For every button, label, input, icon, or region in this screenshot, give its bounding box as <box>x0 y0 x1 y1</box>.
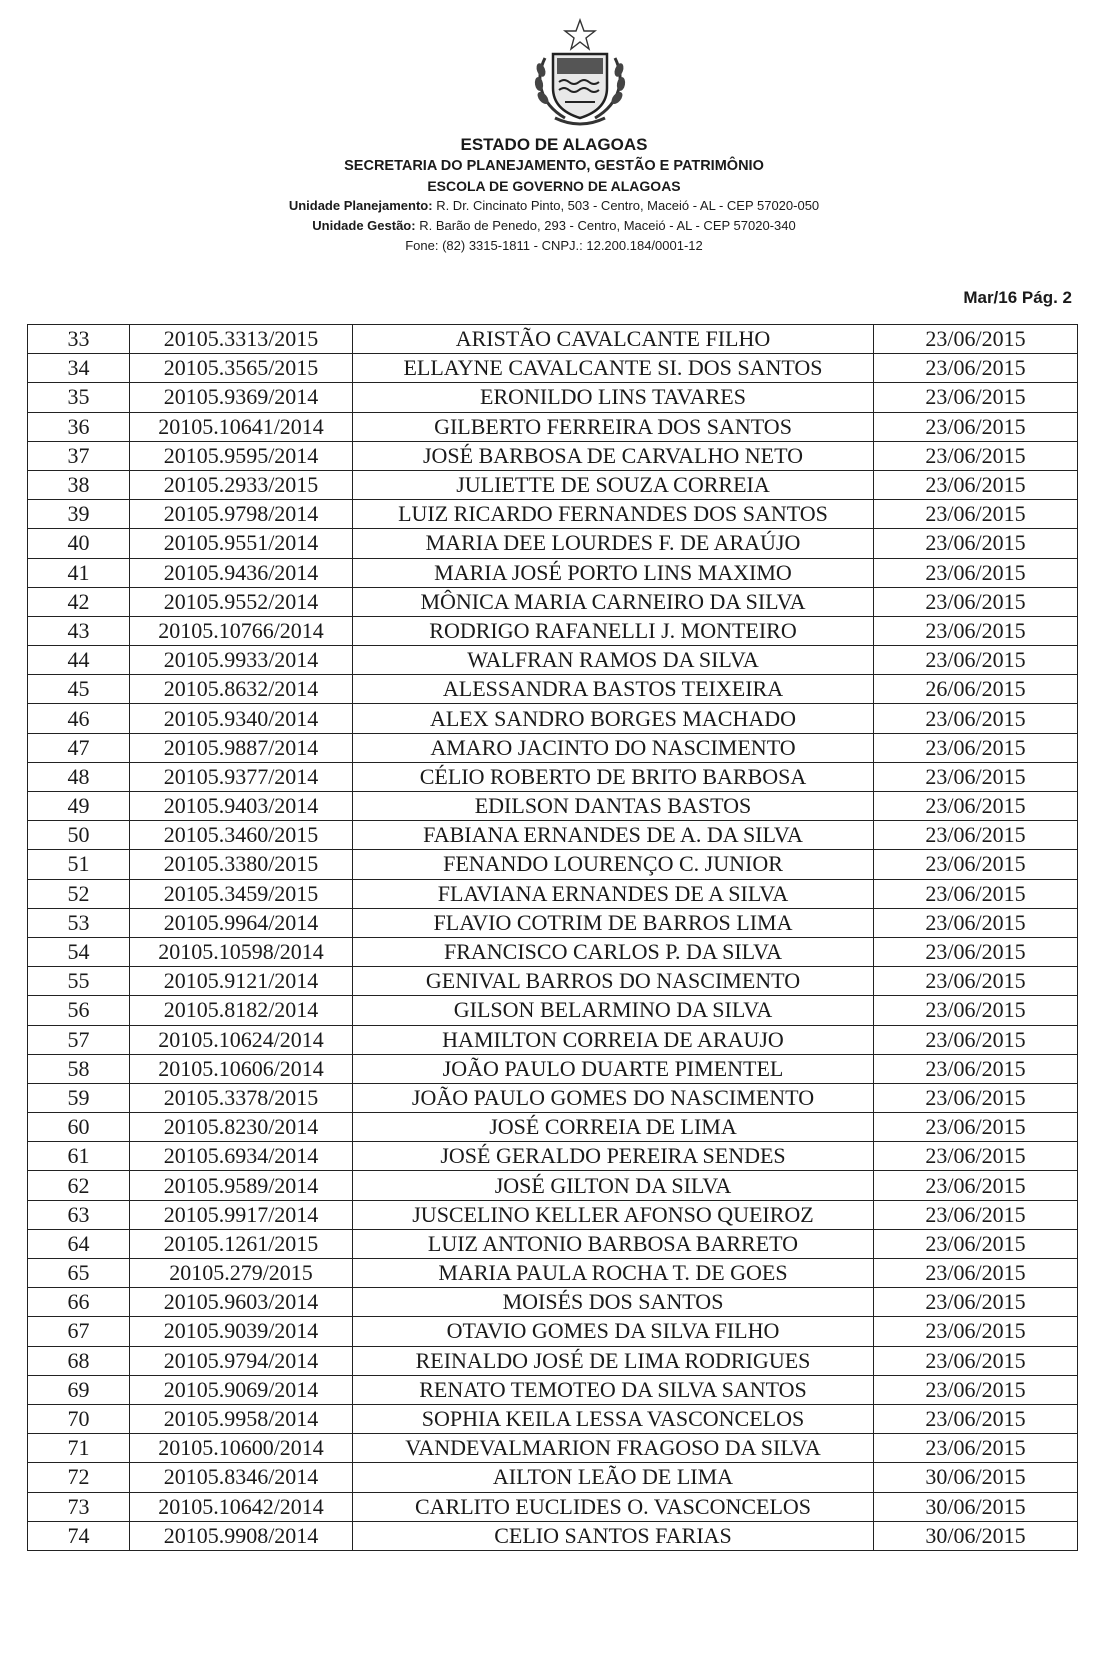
date-cell: 23/06/2015 <box>874 558 1078 587</box>
escola-name: ESCOLA DE GOVERNO DE ALAGOAS <box>427 178 681 194</box>
row-number-cell: 63 <box>28 1200 130 1229</box>
table-row <box>28 1259 1078 1288</box>
person-name-cell: AMARO JACINTO DO NASCIMENTO <box>353 733 874 762</box>
person-name-cell: ALESSANDRA BASTOS TEIXEIRA <box>353 675 874 704</box>
date-cell: 23/06/2015 <box>874 1025 1078 1054</box>
person-name-cell: REINALDO JOSÉ DE LIMA RODRIGUES <box>353 1346 874 1375</box>
date-cell: 23/06/2015 <box>874 1259 1078 1288</box>
table-row <box>28 1375 1078 1404</box>
date-cell: 23/06/2015 <box>874 792 1078 821</box>
table-row <box>28 850 1078 879</box>
person-name-cell: HAMILTON CORREIA DE ARAUJO <box>353 1025 874 1054</box>
process-number-cell: 20105.3313/2015 <box>130 325 353 354</box>
row-number-cell: 50 <box>28 821 130 850</box>
row-number-cell: 64 <box>28 1229 130 1258</box>
date-cell: 23/06/2015 <box>874 325 1078 354</box>
date-cell: 23/06/2015 <box>874 383 1078 412</box>
date-cell: 23/06/2015 <box>874 1375 1078 1404</box>
date-cell: 23/06/2015 <box>874 1083 1078 1112</box>
process-number-cell: 20105.9552/2014 <box>130 587 353 616</box>
row-number-cell: 61 <box>28 1142 130 1171</box>
table-row <box>28 616 1078 645</box>
date-cell: 30/06/2015 <box>874 1521 1078 1550</box>
person-name-cell: FLAVIO COTRIM DE BARROS LIMA <box>353 908 874 937</box>
row-number-cell: 62 <box>28 1171 130 1200</box>
phone-cnpj: Fone: (82) 3315-1811 - CNPJ.: 12.200.184/0001-12 <box>405 238 703 253</box>
date-cell: 23/06/2015 <box>874 1200 1078 1229</box>
address-gestao-value: R. Barão de Penedo, 293 - Centro, Maceió - AL - CEP 57020-340 <box>419 218 796 233</box>
table-row <box>28 1521 1078 1550</box>
row-number-cell: 56 <box>28 996 130 1025</box>
table-row <box>28 821 1078 850</box>
process-number-cell: 20105.8230/2014 <box>130 1113 353 1142</box>
records-table <box>27 324 1078 1551</box>
row-number-cell: 60 <box>28 1113 130 1142</box>
date-cell: 30/06/2015 <box>874 1492 1078 1521</box>
row-number-cell: 41 <box>28 558 130 587</box>
row-number-cell: 65 <box>28 1259 130 1288</box>
table-row <box>28 792 1078 821</box>
process-number-cell: 20105.9933/2014 <box>130 646 353 675</box>
table-row <box>28 1171 1078 1200</box>
row-number-cell: 38 <box>28 470 130 499</box>
row-number-cell: 45 <box>28 675 130 704</box>
page-info: Mar/16 Pág. 2 <box>963 288 1072 307</box>
person-name-cell: MARIA DEE LOURDES F. DE ARAÚJO <box>353 529 874 558</box>
date-cell: 23/06/2015 <box>874 733 1078 762</box>
row-number-cell: 73 <box>28 1492 130 1521</box>
date-cell: 23/06/2015 <box>874 879 1078 908</box>
table-row <box>28 1492 1078 1521</box>
process-number-cell: 20105.3378/2015 <box>130 1083 353 1112</box>
process-number-cell: 20105.9908/2014 <box>130 1521 353 1550</box>
process-number-cell: 20105.10624/2014 <box>130 1025 353 1054</box>
table-row <box>28 704 1078 733</box>
process-number-cell: 20105.9958/2014 <box>130 1404 353 1433</box>
table-row <box>28 1142 1078 1171</box>
date-cell: 23/06/2015 <box>874 616 1078 645</box>
table-row <box>28 587 1078 616</box>
table-row <box>28 354 1078 383</box>
process-number-cell: 20105.10766/2014 <box>130 616 353 645</box>
person-name-cell: AILTON LEÃO DE LIMA <box>353 1463 874 1492</box>
date-cell: 23/06/2015 <box>874 821 1078 850</box>
process-number-cell: 20105.3380/2015 <box>130 850 353 879</box>
row-number-cell: 33 <box>28 325 130 354</box>
process-number-cell: 20105.9595/2014 <box>130 441 353 470</box>
process-number-cell: 20105.8632/2014 <box>130 675 353 704</box>
table-row <box>28 1229 1078 1258</box>
date-cell: 23/06/2015 <box>874 470 1078 499</box>
row-number-cell: 49 <box>28 792 130 821</box>
row-number-cell: 51 <box>28 850 130 879</box>
row-number-cell: 58 <box>28 1054 130 1083</box>
process-number-cell: 20105.3459/2015 <box>130 879 353 908</box>
date-cell: 23/06/2015 <box>874 500 1078 529</box>
date-cell: 23/06/2015 <box>874 529 1078 558</box>
process-number-cell: 20105.10600/2014 <box>130 1434 353 1463</box>
date-cell: 23/06/2015 <box>874 1229 1078 1258</box>
secretaria-name: SECRETARIA DO PLANEJAMENTO, GESTÃO E PATRIMÔNIO <box>344 158 764 174</box>
date-cell: 23/06/2015 <box>874 354 1078 383</box>
date-cell: 23/06/2015 <box>874 762 1078 791</box>
process-number-cell: 20105.10641/2014 <box>130 412 353 441</box>
date-cell: 23/06/2015 <box>874 1113 1078 1142</box>
row-number-cell: 70 <box>28 1404 130 1433</box>
row-number-cell: 34 <box>28 354 130 383</box>
table-row <box>28 1404 1078 1433</box>
table-row <box>28 1346 1078 1375</box>
person-name-cell: FRANCISCO CARLOS P. DA SILVA <box>353 937 874 966</box>
process-number-cell: 20105.9917/2014 <box>130 1200 353 1229</box>
person-name-cell: GILSON BELARMINO DA SILVA <box>353 996 874 1025</box>
process-number-cell: 20105.9039/2014 <box>130 1317 353 1346</box>
process-number-cell: 20105.9340/2014 <box>130 704 353 733</box>
table-row <box>28 325 1078 354</box>
row-number-cell: 47 <box>28 733 130 762</box>
row-number-cell: 48 <box>28 762 130 791</box>
date-cell: 23/06/2015 <box>874 1142 1078 1171</box>
person-name-cell: GILBERTO FERREIRA DOS SANTOS <box>353 412 874 441</box>
table-row <box>28 500 1078 529</box>
date-cell: 23/06/2015 <box>874 441 1078 470</box>
process-number-cell: 20105.9589/2014 <box>130 1171 353 1200</box>
row-number-cell: 69 <box>28 1375 130 1404</box>
date-cell: 23/06/2015 <box>874 1171 1078 1200</box>
date-cell: 23/06/2015 <box>874 1404 1078 1433</box>
process-number-cell: 20105.9603/2014 <box>130 1288 353 1317</box>
date-cell: 23/06/2015 <box>874 850 1078 879</box>
person-name-cell: CÉLIO ROBERTO DE BRITO BARBOSA <box>353 762 874 791</box>
table-row <box>28 967 1078 996</box>
table-row <box>28 441 1078 470</box>
row-number-cell: 42 <box>28 587 130 616</box>
date-cell: 26/06/2015 <box>874 675 1078 704</box>
person-name-cell: JOSÉ CORREIA DE LIMA <box>353 1113 874 1142</box>
table-row <box>28 646 1078 675</box>
table-row <box>28 470 1078 499</box>
process-number-cell: 20105.9798/2014 <box>130 500 353 529</box>
process-number-cell: 20105.9121/2014 <box>130 967 353 996</box>
date-cell: 23/06/2015 <box>874 1346 1078 1375</box>
table-row <box>28 1025 1078 1054</box>
row-number-cell: 44 <box>28 646 130 675</box>
table-row <box>28 733 1078 762</box>
row-number-cell: 52 <box>28 879 130 908</box>
table-row <box>28 412 1078 441</box>
process-number-cell: 20105.9403/2014 <box>130 792 353 821</box>
row-number-cell: 46 <box>28 704 130 733</box>
row-number-cell: 35 <box>28 383 130 412</box>
person-name-cell: WALFRAN RAMOS DA SILVA <box>353 646 874 675</box>
row-number-cell: 68 <box>28 1346 130 1375</box>
person-name-cell: JOÃO PAULO DUARTE PIMENTEL <box>353 1054 874 1083</box>
process-number-cell: 20105.9887/2014 <box>130 733 353 762</box>
date-cell: 23/06/2015 <box>874 1317 1078 1346</box>
person-name-cell: FENANDO LOURENÇO C. JUNIOR <box>353 850 874 879</box>
person-name-cell: OTAVIO GOMES DA SILVA FILHO <box>353 1317 874 1346</box>
person-name-cell: SOPHIA KEILA LESSA VASCONCELOS <box>353 1404 874 1433</box>
row-number-cell: 54 <box>28 937 130 966</box>
table-row <box>28 1463 1078 1492</box>
person-name-cell: JULIETTE DE SOUZA CORREIA <box>353 470 874 499</box>
records-table-body <box>28 325 1078 1551</box>
address-gestao <box>0 216 1108 236</box>
row-number-cell: 59 <box>28 1083 130 1112</box>
address-planejamento-value: R. Dr. Cincinato Pinto, 503 - Centro, Maceió - AL - CEP 57020-050 <box>436 198 820 213</box>
process-number-cell: 20105.10642/2014 <box>130 1492 353 1521</box>
table-row <box>28 1113 1078 1142</box>
table-row <box>28 1288 1078 1317</box>
person-name-cell: EDILSON DANTAS BASTOS <box>353 792 874 821</box>
person-name-cell: JOÃO PAULO GOMES DO NASCIMENTO <box>353 1083 874 1112</box>
person-name-cell: RENATO TEMOTEO DA SILVA SANTOS <box>353 1375 874 1404</box>
row-number-cell: 43 <box>28 616 130 645</box>
table-row <box>28 675 1078 704</box>
date-cell: 23/06/2015 <box>874 587 1078 616</box>
person-name-cell: FABIANA ERNANDES DE A. DA SILVA <box>353 821 874 850</box>
process-number-cell: 20105.1261/2015 <box>130 1229 353 1258</box>
process-number-cell: 20105.8182/2014 <box>130 996 353 1025</box>
row-number-cell: 57 <box>28 1025 130 1054</box>
process-number-cell: 20105.6934/2014 <box>130 1142 353 1171</box>
person-name-cell: MOISÉS DOS SANTOS <box>353 1288 874 1317</box>
row-number-cell: 71 <box>28 1434 130 1463</box>
person-name-cell: ELLAYNE CAVALCANTE SI. DOS SANTOS <box>353 354 874 383</box>
date-cell: 23/06/2015 <box>874 1288 1078 1317</box>
process-number-cell: 20105.10598/2014 <box>130 937 353 966</box>
address-gestao-label: Unidade Gestão: <box>312 218 416 233</box>
table-row <box>28 908 1078 937</box>
row-number-cell: 36 <box>28 412 130 441</box>
table-row <box>28 558 1078 587</box>
table-row <box>28 996 1078 1025</box>
row-number-cell: 74 <box>28 1521 130 1550</box>
process-number-cell: 20105.9964/2014 <box>130 908 353 937</box>
table-row <box>28 383 1078 412</box>
person-name-cell: ARISTÃO CAVALCANTE FILHO <box>353 325 874 354</box>
address-planejamento-label: Unidade Planejamento: <box>288 198 433 213</box>
process-number-cell: 20105.9369/2014 <box>130 383 353 412</box>
date-cell: 23/06/2015 <box>874 996 1078 1025</box>
date-cell: 23/06/2015 <box>874 908 1078 937</box>
date-cell: 23/06/2015 <box>874 967 1078 996</box>
date-cell: 23/06/2015 <box>874 646 1078 675</box>
date-cell: 23/06/2015 <box>874 1054 1078 1083</box>
row-number-cell: 55 <box>28 967 130 996</box>
process-number-cell: 20105.9377/2014 <box>130 762 353 791</box>
date-cell: 23/06/2015 <box>874 937 1078 966</box>
table-row <box>28 529 1078 558</box>
process-number-cell: 20105.9069/2014 <box>130 1375 353 1404</box>
table-row <box>28 937 1078 966</box>
process-number-cell: 20105.3565/2015 <box>130 354 353 383</box>
document-header <box>0 134 1108 256</box>
person-name-cell: RODRIGO RAFANELLI J. MONTEIRO <box>353 616 874 645</box>
person-name-cell: GENIVAL BARROS DO NASCIMENTO <box>353 967 874 996</box>
person-name-cell: MÔNICA MARIA CARNEIRO DA SILVA <box>353 587 874 616</box>
row-number-cell: 53 <box>28 908 130 937</box>
table-row <box>28 1083 1078 1112</box>
process-number-cell: 20105.9551/2014 <box>130 529 353 558</box>
date-cell: 23/06/2015 <box>874 704 1078 733</box>
table-row <box>28 879 1078 908</box>
person-name-cell: CARLITO EUCLIDES O. VASCONCELOS <box>353 1492 874 1521</box>
table-row <box>28 1054 1078 1083</box>
process-number-cell: 20105.9794/2014 <box>130 1346 353 1375</box>
state-name: ESTADO DE ALAGOAS <box>460 135 648 154</box>
person-name-cell: JOSÉ BARBOSA DE CARVALHO NETO <box>353 441 874 470</box>
person-name-cell: LUIZ RICARDO FERNANDES DOS SANTOS <box>353 500 874 529</box>
address-planejamento <box>0 196 1108 216</box>
person-name-cell: CELIO SANTOS FARIAS <box>353 1521 874 1550</box>
date-cell: 23/06/2015 <box>874 412 1078 441</box>
process-number-cell: 20105.3460/2015 <box>130 821 353 850</box>
alagoas-coat-of-arms-icon <box>525 18 635 130</box>
table-row <box>28 762 1078 791</box>
person-name-cell: FLAVIANA ERNANDES DE A SILVA <box>353 879 874 908</box>
row-number-cell: 72 <box>28 1463 130 1492</box>
person-name-cell: JOSÉ GERALDO PEREIRA SENDES <box>353 1142 874 1171</box>
person-name-cell: LUIZ ANTONIO BARBOSA BARRETO <box>353 1229 874 1258</box>
date-cell: 30/06/2015 <box>874 1463 1078 1492</box>
date-cell: 23/06/2015 <box>874 1434 1078 1463</box>
person-name-cell: VANDEVALMARION FRAGOSO DA SILVA <box>353 1434 874 1463</box>
row-number-cell: 67 <box>28 1317 130 1346</box>
process-number-cell: 20105.8346/2014 <box>130 1463 353 1492</box>
row-number-cell: 39 <box>28 500 130 529</box>
person-name-cell: JOSÉ GILTON DA SILVA <box>353 1171 874 1200</box>
row-number-cell: 37 <box>28 441 130 470</box>
person-name-cell: MARIA PAULA ROCHA T. DE GOES <box>353 1259 874 1288</box>
process-number-cell: 20105.2933/2015 <box>130 470 353 499</box>
person-name-cell: ERONILDO LINS TAVARES <box>353 383 874 412</box>
person-name-cell: JUSCELINO KELLER AFONSO QUEIROZ <box>353 1200 874 1229</box>
row-number-cell: 66 <box>28 1288 130 1317</box>
table-row <box>28 1434 1078 1463</box>
row-number-cell: 40 <box>28 529 130 558</box>
person-name-cell: ALEX SANDRO BORGES MACHADO <box>353 704 874 733</box>
process-number-cell: 20105.9436/2014 <box>130 558 353 587</box>
table-row <box>28 1317 1078 1346</box>
table-row <box>28 1200 1078 1229</box>
person-name-cell: MARIA JOSÉ PORTO LINS MAXIMO <box>353 558 874 587</box>
process-number-cell: 20105.10606/2014 <box>130 1054 353 1083</box>
process-number-cell: 20105.279/2015 <box>130 1259 353 1288</box>
